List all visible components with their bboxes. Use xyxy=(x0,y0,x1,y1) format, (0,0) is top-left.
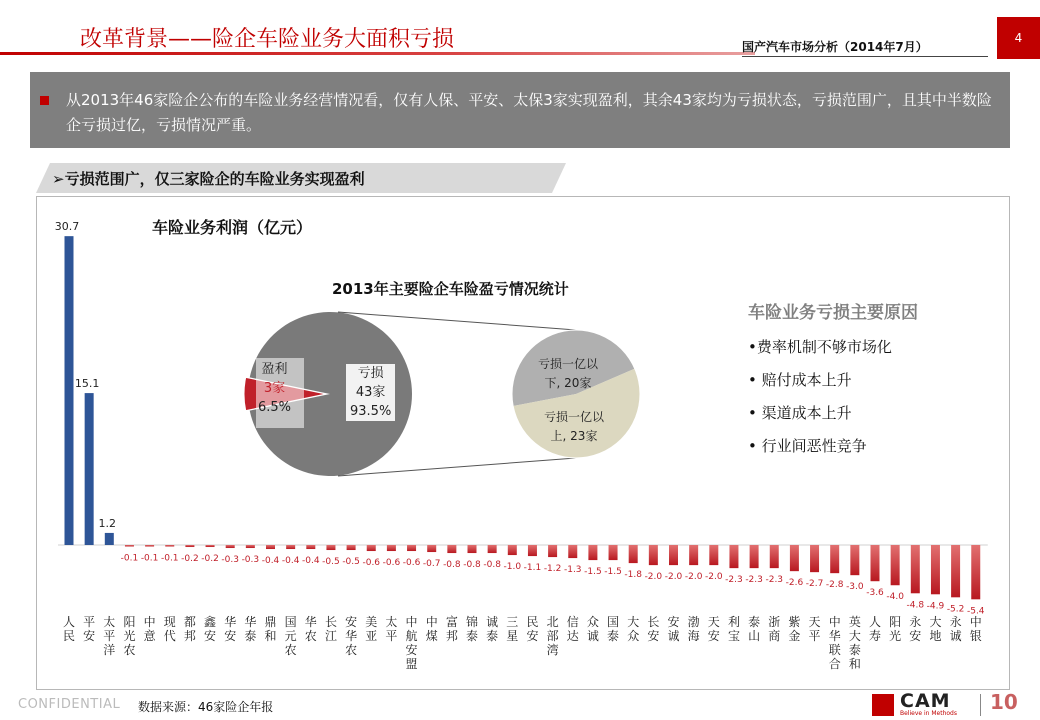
category-label: 人民 xyxy=(62,615,76,643)
bar-安华农 xyxy=(347,545,356,550)
bar-value-label: -3.6 xyxy=(866,588,884,599)
data-source: 数据来源：46家险企年报 xyxy=(138,700,274,714)
category-label: 鼎和 xyxy=(264,615,277,643)
bar-阳光 xyxy=(891,545,900,585)
loss-reasons-title: 车险业务亏损主要原因 xyxy=(748,303,918,323)
bar-value-label: -2.0 xyxy=(644,572,663,583)
bar-现代 xyxy=(165,545,174,547)
bar-国泰 xyxy=(609,545,618,560)
category-label: 天平 xyxy=(808,615,821,643)
bar-value-label: -0.3 xyxy=(221,555,239,566)
bar-value-label: -1.0 xyxy=(503,562,522,573)
breakdown-under-line2: 下, 20家 xyxy=(544,376,592,390)
bar-锦泰 xyxy=(468,545,477,553)
summary-text: 从2013年46家险企公布的车险业务经营情况看，仅有人保、平安、太保3家实现盈利，其余43家均为亏损状态，亏损范围广，且其中半数险企亏损过亿，亏损情况严重。 xyxy=(66,91,992,134)
bar-人寿 xyxy=(871,545,880,581)
bar-富邦 xyxy=(447,545,456,553)
bar-value-label: -1.5 xyxy=(604,567,622,578)
bar-鼎和 xyxy=(266,545,275,549)
bar-中华联合 xyxy=(830,545,839,573)
category-label: 紫金 xyxy=(788,615,801,643)
reason-item: •费率机制不够市场化 xyxy=(748,338,892,356)
category-label: 三星 xyxy=(506,615,519,643)
category-label: 中银 xyxy=(969,615,982,643)
bar-浙商 xyxy=(770,545,779,568)
bar-长江 xyxy=(326,545,335,550)
bar-value-label: 1.2 xyxy=(98,516,117,530)
bar-紫金 xyxy=(790,545,799,571)
pie-label-loss-line1: 亏损 xyxy=(357,366,384,381)
bar-value-label: -0.4 xyxy=(281,556,300,567)
category-label: 长安 xyxy=(647,615,660,643)
bar-永诚 xyxy=(951,545,960,597)
bar-太平 xyxy=(387,545,396,551)
bar-安诚 xyxy=(669,545,678,565)
bar-鑫安 xyxy=(206,545,215,547)
pie-label-profit-line1: 盈利 xyxy=(261,362,288,377)
bar-中航安盟 xyxy=(407,545,416,551)
category-label: 天安 xyxy=(707,615,720,643)
pie-label-loss xyxy=(346,364,395,421)
bar-value-label: -0.6 xyxy=(402,558,421,569)
page-number: 4 xyxy=(997,17,1040,59)
bar-value-label: -0.6 xyxy=(382,558,401,569)
section-heading: ➢亏损范围广，仅三家险企的车险业务实现盈利 xyxy=(52,170,365,188)
category-label: 民安 xyxy=(526,615,539,643)
bar-value-label: -0.8 xyxy=(483,560,501,571)
bar-天平 xyxy=(810,545,819,572)
bar-人民 xyxy=(65,236,74,545)
bar-value-label: -2.0 xyxy=(684,572,703,583)
pie-label-profit-line2: 3家 xyxy=(263,381,286,396)
category-label: 平安 xyxy=(83,615,96,643)
pie-chart-title: 2013年主要险企车险盈亏情况统计 xyxy=(332,280,569,298)
category-label: 阳光 xyxy=(889,615,902,643)
bar-value-label: -0.6 xyxy=(362,558,381,569)
bar-value-label: -1.8 xyxy=(624,570,642,581)
bar-平安 xyxy=(85,393,94,545)
category-label: 信达 xyxy=(566,615,579,643)
reason-item: • 赔付成本上升 xyxy=(748,371,852,389)
category-label: 华泰 xyxy=(244,615,257,643)
category-label: 安诚 xyxy=(667,615,680,643)
bar-value-label: -0.2 xyxy=(201,554,219,565)
bar-value-label: -0.5 xyxy=(322,557,340,568)
reason-item: • 行业间恶性竞争 xyxy=(748,437,867,455)
breakdown-over-line2: 上, 23家 xyxy=(550,429,598,443)
bar-value-label: -2.6 xyxy=(785,578,804,589)
bar-value-label: -0.5 xyxy=(342,557,360,568)
breakdown-label-over xyxy=(544,408,604,446)
bar-value-label: 30.7 xyxy=(54,220,80,234)
category-label: 华安 xyxy=(224,615,237,643)
bar-value-label: -1.5 xyxy=(584,567,602,578)
category-label: 长江 xyxy=(324,615,337,643)
category-label: 中华联合 xyxy=(828,615,841,671)
bar-泰山 xyxy=(750,545,759,568)
bar-value-label: -0.3 xyxy=(241,555,260,566)
bar-永安 xyxy=(911,545,920,593)
bar-value-label: -2.3 xyxy=(725,575,743,586)
category-label: 太平洋 xyxy=(103,615,116,657)
bar-英大泰和 xyxy=(850,545,859,575)
category-label: 华农 xyxy=(304,615,317,643)
bar-渤海 xyxy=(689,545,698,565)
page-title: 改革背景——险企车险业务大面积亏损 xyxy=(80,27,455,52)
category-label: 美亚 xyxy=(365,615,378,643)
bar-value-label: -0.2 xyxy=(181,554,199,565)
category-label: 中航安盟 xyxy=(405,615,418,671)
bar-天安 xyxy=(709,545,718,565)
bar-国元农 xyxy=(286,545,295,549)
category-label: 都邦 xyxy=(183,615,196,643)
category-label: 永诚 xyxy=(949,615,962,643)
bar-华农 xyxy=(306,545,315,549)
bar-长安 xyxy=(649,545,658,565)
bar-美亚 xyxy=(367,545,376,551)
bar-value-label: -5.4 xyxy=(966,606,985,617)
bar-value-label: -3.0 xyxy=(846,582,864,593)
breakdown-over-line1: 亏损一亿以 xyxy=(544,410,605,424)
category-label: 大地 xyxy=(929,615,942,643)
pie-label-profit xyxy=(258,360,291,417)
bar-三星 xyxy=(508,545,517,555)
bar-信达 xyxy=(568,545,577,558)
breakdown-label-under xyxy=(538,355,598,393)
category-label: 北部湾 xyxy=(546,615,559,657)
bar-chart-title: 车险业务利润（亿元） xyxy=(152,218,313,237)
bar-value-label: -1.3 xyxy=(563,565,582,576)
report-subtitle: 国产汽车市场分析（2014年7月） xyxy=(742,40,928,54)
logo-tagline: Believe in Methods xyxy=(900,710,957,717)
category-label: 国泰 xyxy=(607,615,620,643)
bar-value-label: 15.1 xyxy=(74,377,100,391)
bar-value-label: -0.1 xyxy=(160,553,179,564)
bar-value-label: -4.8 xyxy=(906,600,925,611)
bar-value-label: -1.1 xyxy=(523,563,542,574)
category-label: 泰山 xyxy=(748,615,761,643)
bar-都邦 xyxy=(185,545,194,547)
bar-北部湾 xyxy=(548,545,557,557)
bar-中银 xyxy=(971,545,980,599)
bar-value-label: -0.8 xyxy=(463,560,481,571)
category-label: 浙商 xyxy=(768,615,781,643)
bar-value-label: -0.1 xyxy=(140,553,159,564)
breakdown-under-line1: 亏损一亿以 xyxy=(538,357,599,371)
bar-value-label: -1.2 xyxy=(543,564,562,575)
bar-中意 xyxy=(145,545,154,547)
category-label: 国元农 xyxy=(284,615,297,657)
category-label: 现代 xyxy=(163,615,176,643)
confidential-mark: CONFIDENTIAL xyxy=(18,697,121,712)
category-label: 利宝 xyxy=(727,615,740,643)
logo-text: CAM xyxy=(900,690,951,712)
category-label: 鑫安 xyxy=(204,615,217,643)
bar-华泰 xyxy=(246,545,255,548)
category-label: 英大泰和 xyxy=(848,615,861,671)
category-label: 中煤 xyxy=(425,615,438,643)
bar-value-label: -4.9 xyxy=(926,601,945,612)
bar-value-label: -4.0 xyxy=(886,592,904,603)
bar-value-label: -0.4 xyxy=(302,556,320,567)
bar-value-label: -2.3 xyxy=(745,575,763,586)
category-label: 诚泰 xyxy=(486,615,499,643)
bar-value-label: -2.8 xyxy=(825,580,844,591)
bar-太平洋 xyxy=(105,533,114,545)
bar-value-label: -0.1 xyxy=(120,553,139,564)
logo-anniversary: 10 xyxy=(990,690,1018,714)
bar-value-label: -2.0 xyxy=(664,572,683,583)
pie-label-loss-line3: 93.5% xyxy=(350,404,392,419)
pie-label-loss-line2: 43家 xyxy=(355,385,386,400)
bar-民安 xyxy=(528,545,537,556)
bar-华安 xyxy=(226,545,235,548)
category-label: 富邦 xyxy=(445,615,458,643)
category-label: 渤海 xyxy=(687,615,700,643)
category-label: 永安 xyxy=(909,615,922,643)
bar-value-label: -0.8 xyxy=(443,560,461,571)
bar-value-label: -5.2 xyxy=(946,604,965,615)
bar-中煤 xyxy=(427,545,436,552)
bar-value-label: -0.4 xyxy=(261,556,280,567)
bar-value-label: -0.7 xyxy=(422,559,441,570)
category-label: 太平 xyxy=(385,615,398,643)
category-label: 众诚 xyxy=(586,615,599,643)
category-label: 中意 xyxy=(143,615,156,643)
reason-item: • 渠道成本上升 xyxy=(748,404,852,422)
bar-大地 xyxy=(931,545,940,594)
category-label: 大众 xyxy=(627,615,640,643)
category-label: 安华农 xyxy=(345,615,358,657)
bar-阳光农 xyxy=(125,545,134,547)
loss-reasons xyxy=(748,298,998,463)
bar-value-label: -2.3 xyxy=(765,575,784,586)
category-label: 锦泰 xyxy=(465,615,479,643)
bar-value-label: -2.7 xyxy=(805,579,824,590)
category-label: 人寿 xyxy=(868,615,882,643)
bar-众诚 xyxy=(588,545,597,560)
bar-诚泰 xyxy=(488,545,497,553)
bar-利宝 xyxy=(729,545,738,568)
bar-大众 xyxy=(629,545,638,563)
bar-value-label: -2.0 xyxy=(705,572,723,583)
pie-label-profit-line3: 6.5% xyxy=(258,400,292,415)
category-label: 阳光农 xyxy=(123,615,136,657)
